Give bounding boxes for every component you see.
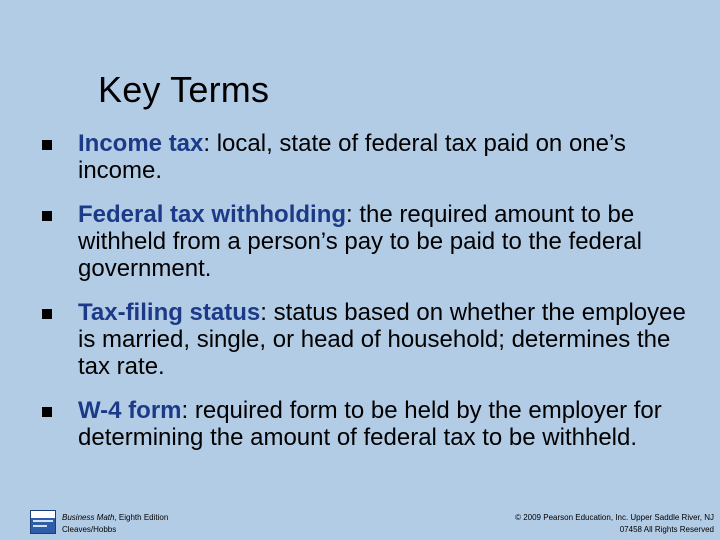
term-name: Federal tax withholding: [78, 201, 347, 228]
footer-book-info: [62, 512, 168, 536]
term-name: Tax-filing status: [78, 299, 261, 326]
square-bullet-icon: [42, 140, 52, 150]
square-bullet-icon: [42, 309, 52, 319]
list-item: [36, 397, 686, 451]
footer-book-line: [62, 512, 168, 524]
book-authors: Cleaves/Hobbs: [62, 525, 117, 534]
list-item: [36, 201, 686, 282]
square-bullet-icon: [42, 407, 52, 417]
slide-title: Key Terms: [98, 69, 270, 110]
list-item: [36, 299, 686, 380]
book-title: Business Math: [62, 513, 115, 522]
publisher-logo-icon: [30, 510, 56, 534]
term-definition: : status based on whether the employee is married, single, or head of household; determines the tax rate.: [78, 299, 686, 380]
term-name: W-4 form: [78, 397, 182, 424]
footer-copyright: [515, 512, 714, 536]
term-definition: : local, state of federal tax paid on one’s income.: [78, 130, 626, 184]
term-definition: : required form to be held by the employer for determining the amount of federal tax to be withheld.: [78, 397, 662, 451]
term-definition: : the required amount to be withheld from a person’s pay to be paid to the federal government.: [78, 201, 642, 282]
square-bullet-icon: [42, 211, 52, 221]
key-terms-list: [36, 130, 686, 451]
rights-line: 07458 All Rights Reserved: [619, 525, 714, 534]
list-item: [36, 130, 686, 184]
term-name: Income tax: [78, 130, 204, 157]
copyright-line: © 2009 Pearson Education, Inc. Upper Saddle River, NJ: [515, 513, 714, 522]
book-edition: , Eighth Edition: [114, 513, 169, 522]
